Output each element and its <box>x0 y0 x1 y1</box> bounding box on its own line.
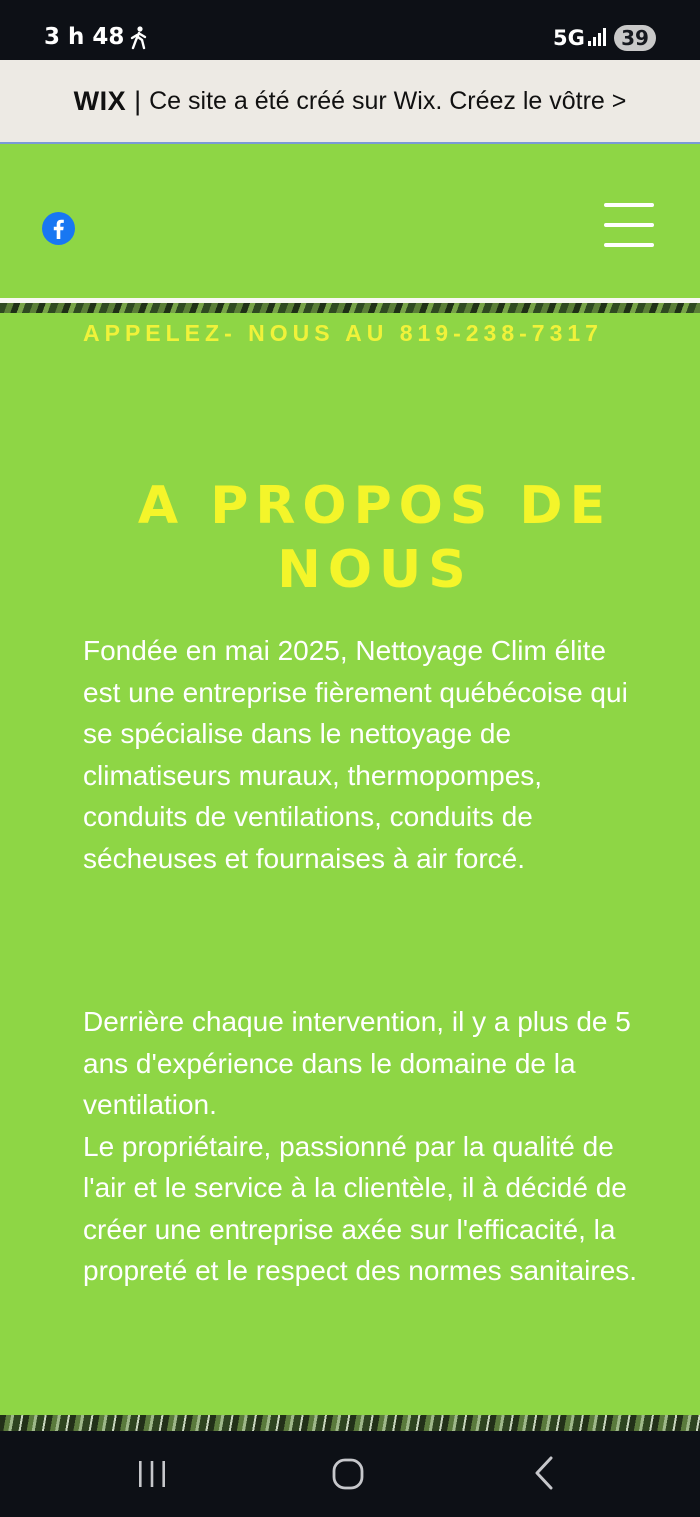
about-paragraph-2-line1: Derrière chaque intervention, il y a plus de 5 ans d'expérience dans le domaine de la ventilation. <box>83 1006 631 1120</box>
network-indicator: 5G <box>553 26 585 50</box>
wix-logo: WIX <box>73 85 127 116</box>
facebook-icon[interactable] <box>42 212 75 245</box>
signal-icon <box>588 28 608 46</box>
about-title <box>120 474 630 602</box>
about-paragraph-1: Fondée en mai 2025, Nettoyage Clim élite est une entreprise fièrement québécoise qui se spécialise dans le nettoyage de climatiseurs muraux, thermopompes, conduits de ventilations, conduits de sécheuses et fournaises à air forcé. <box>83 635 628 874</box>
walking-icon <box>130 26 148 50</box>
footer-image-strip <box>0 1415 700 1431</box>
about-title-line1: A PROPOS DE <box>137 476 613 536</box>
status-time: 3 h 48 <box>44 24 125 50</box>
wix-promo-banner[interactable] <box>0 60 700 144</box>
hamburger-menu-icon[interactable] <box>604 203 656 249</box>
battery-indicator: 39 <box>614 25 656 51</box>
home-icon[interactable] <box>332 1458 364 1490</box>
status-bar <box>0 0 700 60</box>
about-title-line2: NOUS <box>277 540 473 600</box>
about-paragraph-2-line2: Le propriétaire, passionné par la qualité de l'air et le service à la clientèle, il à décidé de créer une entreprise axée sur l'efficacité, la propreté et le respect des normes sanitaires. <box>83 1130 638 1286</box>
back-icon[interactable] <box>530 1456 558 1490</box>
banner-separator: | <box>134 85 142 116</box>
recent-apps-icon[interactable] <box>136 1460 168 1488</box>
about-paragraph-2 <box>83 1001 643 1292</box>
site-header <box>0 144 700 299</box>
phone-call-to-action[interactable]: APPELEZ- NOUS AU 819-238-7317 <box>83 320 603 346</box>
header-image-strip <box>0 303 700 313</box>
wix-banner-text[interactable]: Ce site a été créé sur Wix. Créez le vôtre > <box>149 86 627 115</box>
